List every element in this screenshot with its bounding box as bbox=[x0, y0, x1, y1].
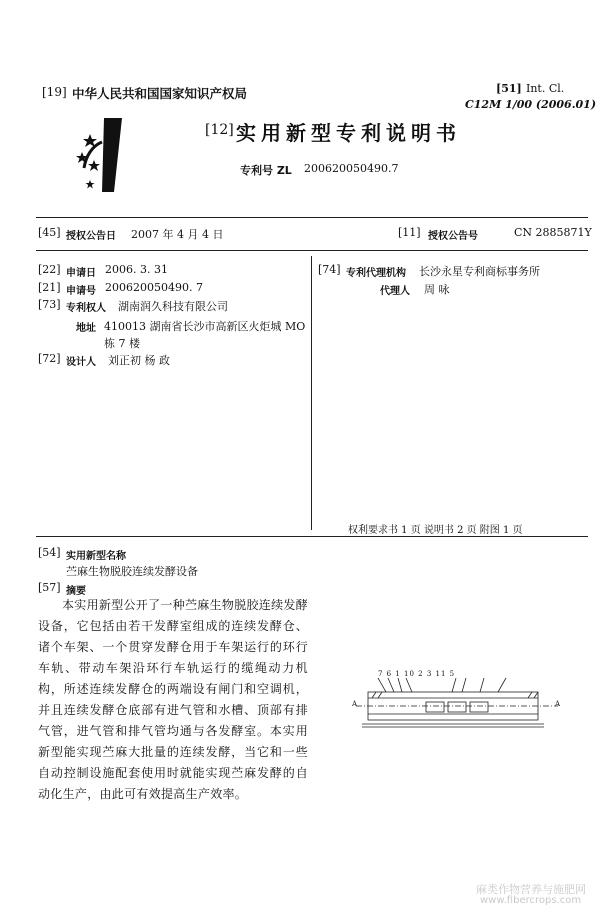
patentee-label: 专利权人 bbox=[66, 303, 106, 314]
patentee-value: 湖南润久科技有限公司 bbox=[118, 300, 228, 313]
int-cl-code: [51] bbox=[496, 82, 522, 95]
agent-label: 代理人 bbox=[380, 286, 410, 297]
grant-date-value: 2007 年 4 月 4 日 bbox=[131, 228, 224, 241]
designer-code: [72] bbox=[38, 352, 61, 365]
address-line2: 栋 7 楼 bbox=[104, 337, 140, 350]
title-label: 实用新型名称 bbox=[66, 551, 126, 562]
divider-grant bbox=[36, 250, 588, 251]
app-no-value: 200620050490. 7 bbox=[105, 281, 203, 294]
filing-date-label: 申请日 bbox=[66, 268, 96, 279]
designer-value: 刘正初 杨 政 bbox=[108, 354, 170, 367]
pubno-value: CN 2885871Y bbox=[514, 226, 592, 239]
pubno-code: [11] bbox=[398, 226, 421, 239]
patent-no-value: 200620050490.7 bbox=[304, 162, 399, 175]
abstract-paragraph: 本实用新型公开了一种苎麻生物脱胶连续发酵设备，它包括由若干发酵室组成的连续发酵仓、诸个车架、一个贯穿发酵仓用于车架运行的环行车轨、带动车架沿环行车轨运行的缆绳动力机构，所述连续发酵仓的两端设有闸门和空调机，并且连续发酵仓底部有进气管和水槽、顶部有排气管，进气管和排气管均通与各发酵室。本实用新型能实现苎麻大批量的连续发酵，当它和一些自动控制设施配套使用时就能实现苎麻发酵的自动化生产，由此可有效提高生产效率。 bbox=[38, 598, 309, 801]
filing-date-code: [22] bbox=[38, 263, 61, 276]
int-cl-label: Int. Cl. bbox=[526, 82, 565, 95]
filing-date-value: 2006. 3. 31 bbox=[105, 263, 168, 276]
watermark-url: www.fibercrops.com bbox=[480, 895, 582, 906]
designer-label: 设计人 bbox=[66, 357, 96, 368]
divider-top bbox=[36, 217, 588, 218]
app-no-code: [21] bbox=[38, 281, 61, 294]
agent-value: 周 咏 bbox=[424, 283, 450, 296]
address-label: 地址 bbox=[76, 323, 96, 334]
grant-date-label: 授权公告日 bbox=[66, 231, 116, 242]
int-cl-value: C12M 1/00 (2006.01) bbox=[465, 98, 597, 111]
drawing-marker-left: A bbox=[352, 700, 358, 708]
agency-code: [74] bbox=[318, 263, 341, 276]
agency-value: 长沙永星专利商标事务所 bbox=[419, 265, 540, 278]
sipo-logo-icon bbox=[68, 112, 136, 194]
watermark-title: 麻类作物营养与施肥网 bbox=[476, 883, 586, 896]
abstract-label: 摘要 bbox=[66, 586, 86, 597]
fermentation-device-drawing bbox=[348, 676, 564, 732]
abstract-code: [57] bbox=[38, 581, 61, 594]
pubno-label: 授权公告号 bbox=[428, 231, 478, 242]
doc-type-title: 实用新型专利说明书 bbox=[236, 121, 461, 145]
address-line1: 410013 湖南省长沙市高新区火炬城 MO bbox=[104, 320, 306, 333]
title-code: [54] bbox=[38, 546, 61, 559]
office-name: 中华人民共和国国家知识产权局 bbox=[72, 86, 248, 101]
invention-title: 苎麻生物脱胶连续发酵设备 bbox=[66, 565, 198, 578]
abstract-text bbox=[38, 595, 308, 805]
page-count: 权利要求书 1 页 说明书 2 页 附图 1 页 bbox=[348, 525, 523, 536]
doc-type-code: [12] bbox=[205, 122, 234, 138]
grant-date-code: [45] bbox=[38, 226, 61, 239]
agency-label: 专利代理机构 bbox=[346, 268, 406, 279]
app-no-label: 申请号 bbox=[66, 286, 96, 297]
patentee-code: [73] bbox=[38, 298, 61, 311]
patent-no-label: 专利号 ZL bbox=[240, 164, 292, 177]
drawing-callouts: 7 6 1 10 2 3 11 5 bbox=[378, 670, 456, 678]
column-divider bbox=[311, 256, 312, 530]
divider-bib bbox=[36, 536, 588, 537]
office-code: [19] bbox=[42, 85, 67, 99]
drawing-marker-right: A bbox=[555, 700, 561, 708]
